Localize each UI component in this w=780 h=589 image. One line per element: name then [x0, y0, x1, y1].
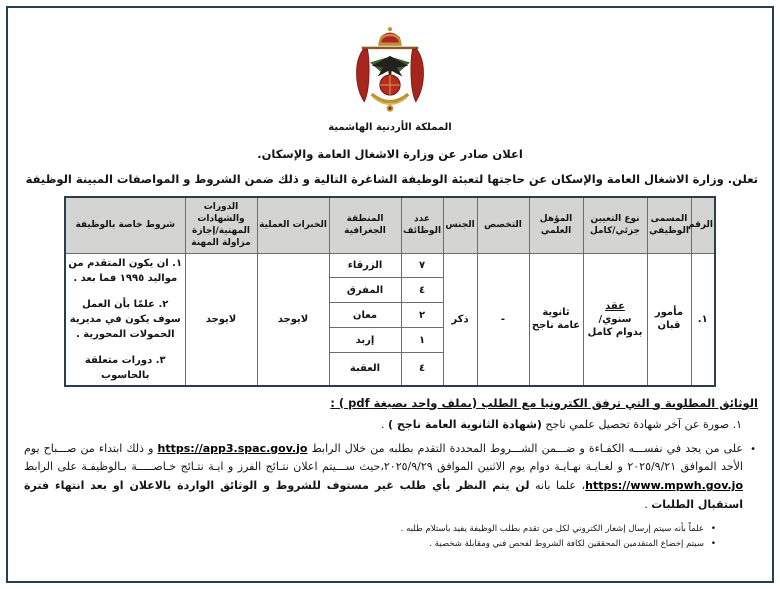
cell-count-mafraq: ٤ — [401, 278, 443, 303]
documents-heading: الوثائق المطلوبة و التي ترفق الكترونيا مع الطلب (بملف واحد بصيغة pdf ) : — [330, 395, 758, 410]
apply-text-2: و ذلك ابتداء من صـــباح يوم الأحد الموافق ٢٠٢٥/٩/٢١ و لغـايـة نهـايـة دوام يوم الاثنين الموافق ٢٠٢٥/٩/٢٩،حيث ســـيتم اعلان نتـائج الفرز و ايـة نتـائج خـاصـــــة بـالوظيفـة على الرابط — [24, 441, 743, 474]
special-condition-3: ٣. دورات متعلقة بالحاسوب — [84, 354, 166, 381]
bullet-icon: • — [750, 443, 756, 455]
document-item-number: ١. — [732, 417, 742, 431]
apply-text-4: . — [644, 498, 652, 512]
col-header-courses: الدورات والشهادات المهنية/إجازة مزاولة المهنة — [185, 197, 257, 253]
cell-region-irbid: إربد — [329, 328, 401, 353]
table-header-row — [65, 197, 715, 253]
note-item-1 — [22, 522, 716, 536]
apply-text-3: ، علما بانه — [529, 479, 586, 493]
notes-list — [22, 522, 716, 551]
jordan-coat-of-arms — [340, 24, 440, 116]
ministry-website-link[interactable]: https://www.mpwh.gov.jo — [585, 479, 744, 493]
application-instructions — [24, 440, 756, 516]
col-header-specialization: التخصص — [477, 197, 529, 253]
col-header-region: المنطقة الجغرافية — [329, 197, 401, 253]
note-item-2 — [22, 537, 716, 551]
col-header-qualification: المؤهل العلمي — [529, 197, 583, 253]
cell-courses: لايوجد — [185, 253, 257, 386]
page-subtitle: تعلن. وزارة الاشغال العامة والإسكان عن حاجتها لتعبئة الوظيفة الشاغرة التالية و ذلك ضمن الشروط و المواصفات المبينة الوظيفة — [25, 172, 758, 186]
col-header-appointment-type: نوع التعيين جزئي/كامل — [583, 197, 647, 253]
cell-specialization: - — [477, 253, 529, 386]
special-condition-1: ١. ان يكون المتقدم من مواليد ١٩٩٥ فما بعد . — [68, 257, 183, 284]
cell-gender: ذكر — [443, 253, 477, 386]
kingdom-calligraphy: المملكة الأردنية الهاشمية — [328, 122, 452, 133]
apply-warning-bold: لن يتم النظر بأي طلب غير مستوف للشروط و الوثائق الواردة بالاعلان او بعد انتهاء فترة استقبال الطلبات — [24, 479, 743, 512]
col-header-gender: الجنس — [443, 197, 477, 253]
col-header-number: الرقم — [691, 197, 715, 253]
document-item-bold: (شهادة الثانوية العامة ناجح ) — [388, 417, 542, 431]
special-condition-2: ٢. علمًا بأن العمل سوف يكون في مديرية الحمولات المحورية . — [69, 298, 181, 340]
appointment-type-line2: سنوي/بدوام كامل — [587, 313, 643, 338]
cell-count-irbid: ١ — [401, 328, 443, 353]
col-header-special-conditions: شروط خاصة بالوظيفة — [65, 197, 185, 253]
cell-appointment-type — [583, 253, 647, 386]
cell-row-number: ١. — [691, 253, 715, 386]
bullet-icon: • — [710, 538, 716, 549]
col-header-job-title: المسمى الوظيفي — [647, 197, 691, 253]
document-item-suffix: . — [381, 417, 389, 431]
page-border-frame — [6, 6, 774, 583]
cell-count-aqaba: ٤ — [401, 353, 443, 386]
bullet-icon: • — [710, 524, 716, 535]
cell-region-aqaba: العقبة — [329, 353, 401, 386]
document-item-text: صورة عن آخر شهادة تحصيل علمي ناجح — [541, 417, 733, 431]
cell-region-maan: معان — [329, 303, 401, 328]
note-text-1: علماً بأنه سيتم إرسال إشعار الكتروني لكل من تقدم بطلب الوظيفة يفيد باستلام طلبه . — [400, 524, 704, 535]
cell-count-zarqa: ٧ — [401, 253, 443, 278]
document-item-1 — [22, 418, 742, 431]
cell-special-conditions — [65, 253, 185, 386]
table-row — [65, 253, 715, 278]
apply-text-1: على من يجد في نفســـه الكفـاءة و ضـــمن الشـــروط المحددة التقدم بطلبه من خلال الرابط — [307, 441, 743, 455]
cell-qualification: ثانوية عامة ناجح — [529, 253, 583, 386]
appointment-type-line1: عقد — [605, 300, 625, 312]
cell-region-mafraq: المفرق — [329, 278, 401, 303]
note-text-2: سيتم إخضاع المتقدمين المحققين لكافة الشروط لفحص فني ومقابلة شخصية . — [429, 538, 704, 549]
emblem-block — [22, 24, 758, 133]
cell-job-title: مأمور قبان — [647, 253, 691, 386]
col-header-experience: الخبرات العملية — [257, 197, 329, 253]
cell-experience: لايوجد — [257, 253, 329, 386]
page-title: اعلان صادر عن وزارة الاشغال العامة والإسكان. — [257, 147, 523, 161]
cell-count-maan: ٢ — [401, 303, 443, 328]
vacancy-table — [64, 196, 716, 387]
application-portal-link[interactable]: https://app3.spac.gov.jo — [157, 441, 308, 455]
col-header-vacancy-count: عدد الوظائف — [401, 197, 443, 253]
cell-region-zarqa: الزرقاء — [329, 253, 401, 278]
